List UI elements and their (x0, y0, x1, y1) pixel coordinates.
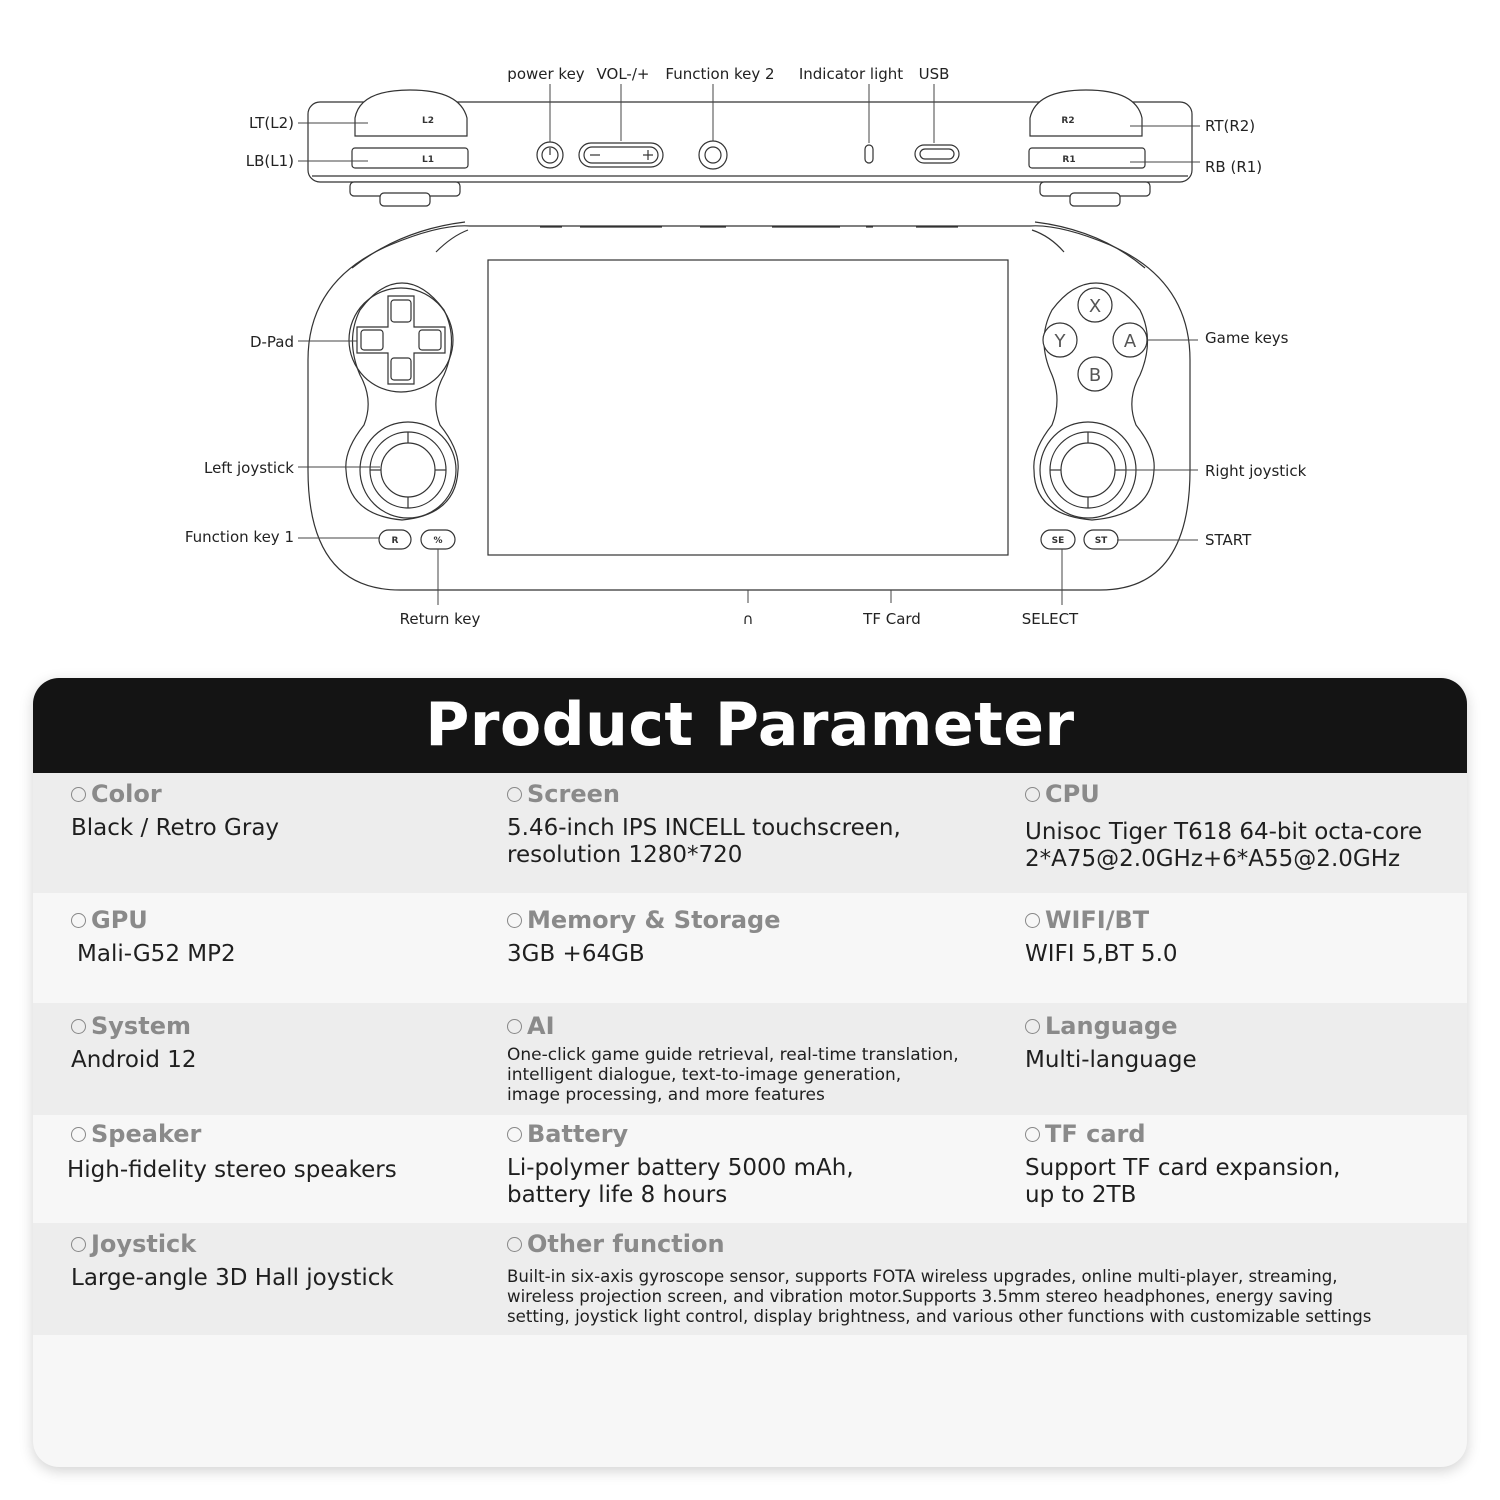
param-value: Li-polymer battery 5000 mAh, battery life 8 hours (507, 1155, 854, 1208)
r1-button-label: R1 (1062, 155, 1076, 165)
param-wifi-bt (1025, 903, 1178, 968)
left-joystick (360, 422, 456, 518)
product-parameter-title: Product Parameter (33, 678, 1467, 773)
bullet-icon (507, 1127, 522, 1142)
bullet-icon (507, 787, 522, 802)
bullet-icon (71, 1127, 86, 1142)
param-label: Language (1045, 1012, 1178, 1040)
button-x: X (1088, 296, 1102, 317)
label-rt-r2: RT(R2) (1205, 117, 1256, 135)
param-ai (507, 1009, 959, 1105)
label-return-key: Return key (399, 610, 481, 628)
bullet-icon (71, 1237, 86, 1252)
return-key-glyph: % (433, 536, 443, 546)
param-row-2 (33, 893, 1467, 1003)
param-label: GPU (91, 906, 148, 934)
label-indicator-light: Indicator light (798, 65, 904, 83)
param-value: Mali-G52 MP2 (77, 941, 236, 967)
param-screen (507, 777, 901, 869)
label-lb-l1: LB(L1) (245, 152, 294, 170)
bullet-icon (1025, 1019, 1040, 1034)
param-label: Memory & Storage (527, 906, 781, 934)
param-label: AI (527, 1012, 555, 1040)
button-b: B (1088, 365, 1102, 386)
bullet-icon (71, 1019, 86, 1034)
label-game-keys: Game keys (1205, 329, 1289, 347)
bullet-icon (1025, 913, 1040, 928)
headphone-icon: ∩ (742, 610, 754, 628)
start-button-glyph: ST (1094, 536, 1108, 546)
label-volume: VOL-/+ (596, 65, 650, 83)
param-label: Color (91, 780, 162, 808)
r1-bumper (1029, 148, 1145, 168)
label-left-joystick: Left joystick (203, 459, 294, 477)
r2-trigger (1030, 90, 1142, 136)
param-language (1025, 1009, 1197, 1074)
product-parameter-card (33, 678, 1467, 1467)
l1-button-label: L1 (422, 155, 434, 165)
d-pad (349, 288, 453, 392)
param-label: TF card (1045, 1120, 1146, 1148)
screen (488, 260, 1008, 555)
function-key-1-glyph: R (391, 536, 399, 546)
label-usb: USB (918, 65, 950, 83)
bullet-icon (507, 913, 522, 928)
bullet-icon (507, 1237, 522, 1252)
param-system (71, 1009, 197, 1074)
param-value: WIFI 5,BT 5.0 (1025, 941, 1178, 967)
label-d-pad: D-Pad (249, 333, 294, 351)
label-power-key: power key (507, 65, 585, 83)
param-label: Battery (527, 1120, 629, 1148)
param-gpu (71, 903, 236, 968)
param-row-4 (33, 1115, 1467, 1223)
l2-button-label: L2 (422, 116, 434, 126)
bullet-icon (71, 787, 86, 802)
param-label: CPU (1045, 780, 1100, 808)
param-color (71, 777, 279, 842)
select-button-glyph: SE (1051, 536, 1065, 546)
front-view (185, 222, 1307, 628)
label-start: START (1205, 531, 1252, 549)
label-rb-r1: RB (R1) (1205, 158, 1263, 176)
param-row-1 (33, 773, 1467, 893)
param-value: 5.46-inch IPS INCELL touchscreen, resolution 1280*720 (507, 815, 901, 868)
param-value: 3GB +64GB (507, 941, 645, 967)
param-row-5 (33, 1223, 1467, 1335)
label-lt-l2: LT(L2) (248, 114, 294, 132)
param-label: Other function (527, 1230, 725, 1258)
r2-button-label: R2 (1061, 116, 1075, 126)
param-memory-storage (507, 903, 781, 968)
button-a: A (1123, 331, 1137, 352)
l2-trigger (355, 90, 467, 136)
param-value: One-click game guide retrieval, real-time translation, intelligent dialogue, text-to-image generation, image processing, and more features (507, 1045, 959, 1105)
param-label: WIFI/BT (1045, 906, 1150, 934)
param-value: High-fidelity stereo speakers (67, 1157, 397, 1183)
param-value: Support TF card expansion, up to 2TB (1025, 1155, 1341, 1208)
param-label: Screen (527, 780, 620, 808)
param-value: Black / Retro Gray (71, 815, 280, 841)
indicator-light (865, 145, 873, 163)
param-value: Unisoc Tiger T618 64-bit octa-core 2*A75@2.0GHz+6*A55@2.0GHz (1025, 819, 1423, 872)
param-label: Joystick (91, 1230, 197, 1258)
label-right-joystick: Right joystick (1205, 462, 1307, 480)
bullet-icon (1025, 787, 1040, 802)
param-cpu (1025, 777, 1422, 873)
bullet-icon (1025, 1127, 1040, 1142)
param-battery (507, 1117, 854, 1209)
device-diagram (0, 0, 1500, 650)
button-y: Y (1054, 331, 1066, 352)
l1-bumper (352, 148, 468, 168)
param-other-function (507, 1227, 1457, 1327)
param-value: Android 12 (71, 1047, 197, 1073)
top-view (246, 65, 1262, 206)
param-label: System (91, 1012, 191, 1040)
label-select: SELECT (1021, 610, 1079, 628)
param-value: Built-in six-axis gyroscope sensor, supports FOTA wireless upgrades, online multi-player, streaming, wireless projection screen, and vibration motor.Supports 3.5mm stereo headphones, energy saving setting, joystick light control, display brightness, and various other functions with customizable settings (507, 1267, 1372, 1326)
param-row-3 (33, 1003, 1467, 1115)
label-function-key-2: Function key 2 (665, 65, 775, 83)
bullet-icon (507, 1019, 522, 1034)
param-speaker (67, 1117, 397, 1184)
label-function-key-1: Function key 1 (184, 528, 294, 546)
param-joystick (71, 1227, 394, 1292)
label-tf-card: TF Card (863, 610, 921, 628)
param-value: Large-angle 3D Hall joystick (71, 1265, 394, 1291)
param-label: Speaker (91, 1120, 202, 1148)
param-tf-card (1025, 1117, 1341, 1209)
function-key-2 (699, 141, 727, 169)
usb-port (915, 145, 959, 163)
bullet-icon (71, 913, 86, 928)
param-value: Multi-language (1025, 1047, 1197, 1073)
